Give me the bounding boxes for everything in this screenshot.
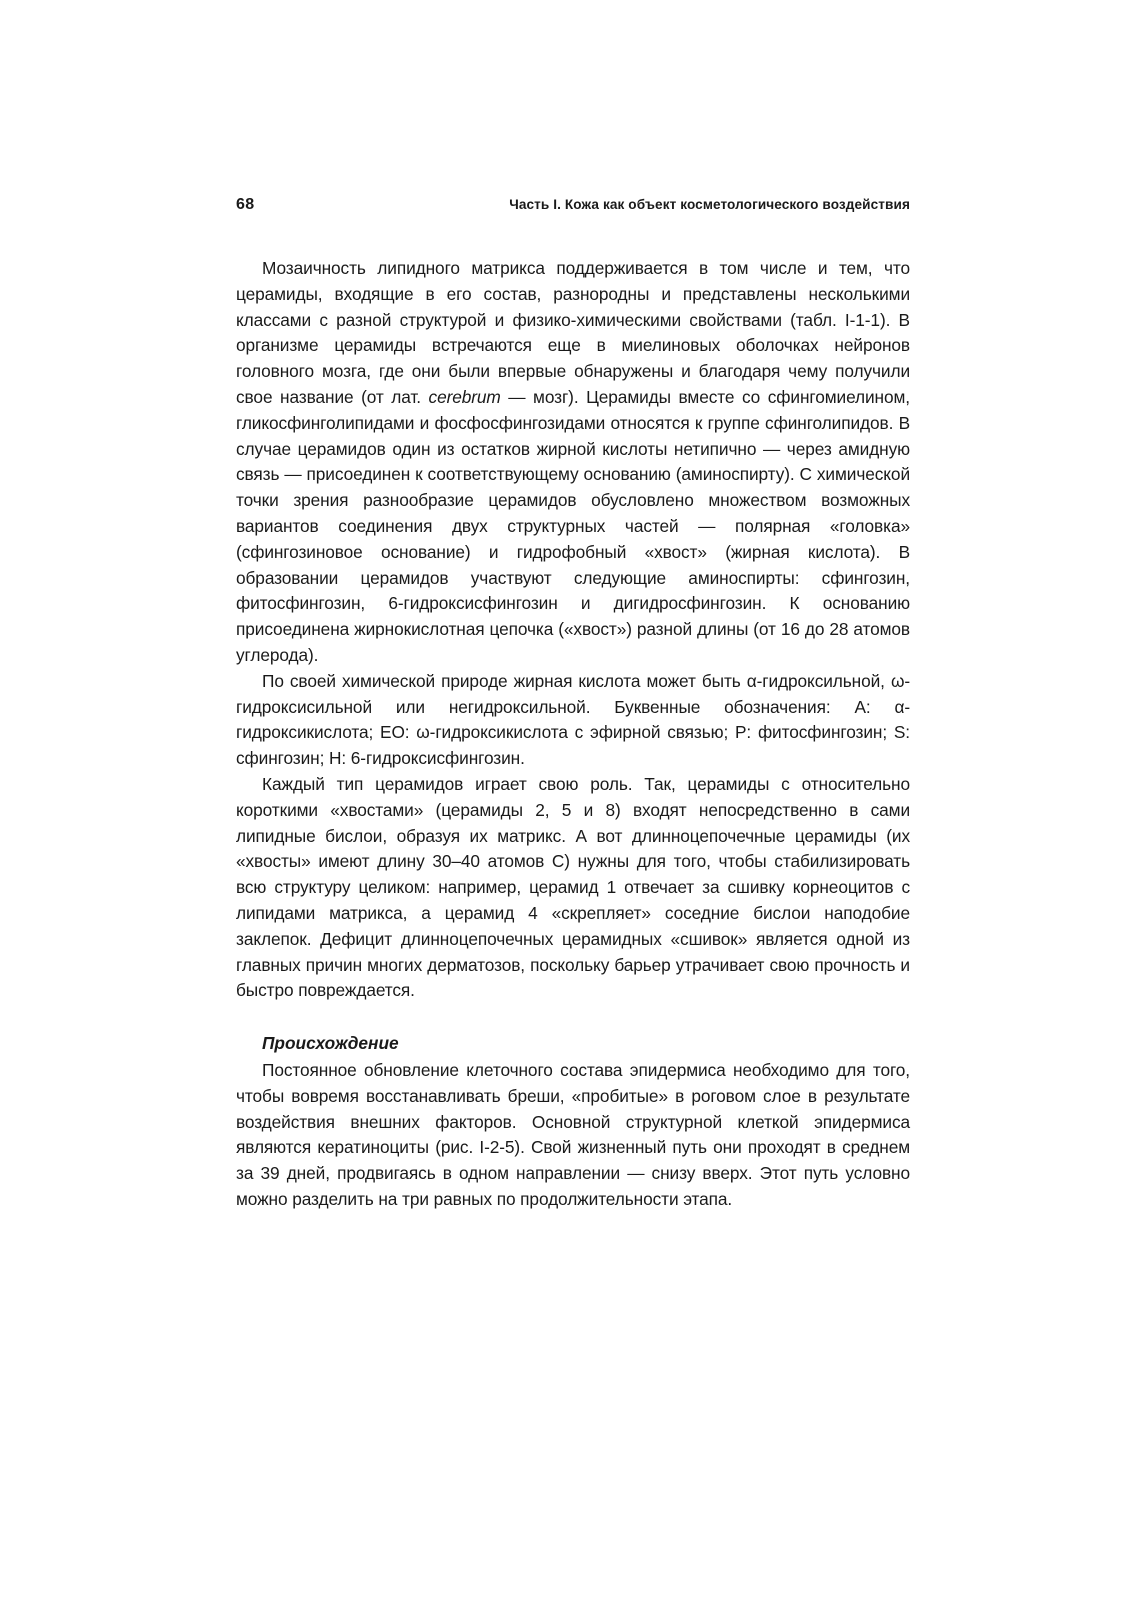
main-text [236,256,910,1213]
running-header [236,196,910,220]
paragraph-text: — мозг). Церамиды вместе со сфингомиелином, гликосфинголипидами и фосфосфингозидами относятся к группе сфинголипидов. В случае церамидов один из остатков жирной кислоты нетипично — через амидную связь — присоединен к соответствующему основанию (аминоспирту). С химической точки зрения разнообразие церамидов обусловлено множеством возможных вариантов соединения двух структурных частей — полярная «головка» (сфингозиновое основание) и гидрофобный «хвост» (жирная кислота). В образовании церамидов участвуют следующие аминоспирты: сфингозин, фитосфингозин, 6-гидроксисфингозин и дигидросфингозин. К основанию присоединена жирнокислотная цепочка («хвост») разной длины (от 16 до 28 атомов углерода). [236,386,910,665]
paragraph-origin: Постоянное обновление клеточного состава эпидермиса необходимо для того, чтобы вовремя восстанавливать бреши, «пробитые» в роговом слое в результате воздействия внешних факторов. Основной структурной клеткой эпидермиса являются кератиноциты (рис. I-2-5). Свой жизненный путь они проходят в среднем за 39 дней, продвигаясь в одном направлении — снизу вверх. Этот путь условно можно разделить на три равных по продолжительности этапа. [236,1059,910,1209]
paragraph-ceramides-mosaic [236,256,910,669]
chapter-header-title: Часть I. Кожа как объект косметологического воздействия [509,197,910,212]
section-heading: Происхождение [262,1033,399,1054]
paragraph-ceramide-roles: Каждый тип церамидов играет свою роль. Так, церамиды с относительно короткими «хвостами» (церамиды 2, 5 и 8) входят непосредственно в сами липидные бислои, образуя их матрикс. А вот длинноцепочечные церамиды (их «хвосты» имеют длину 30–40 атомов С) нужны для того, чтобы стабилизировать всю структуру целиком: например, церамид 1 отвечает за сшивку корнеоцитов с липидами матрикса, а церамид 4 «скрепляет» соседние бислои наподобие заклепок. Дефицит длинноцепочечных церамидных «сшивок» является одной из главных причин многих дерматозов, поскольку барьер утрачивает свою прочность и быстро повреждается. [236,773,910,1001]
paragraph-text: Мозаичность липидного матрикса поддерживается в том числе и тем, что церамиды, входящие в его состав, разнородны и представлены несколькими классами с разной структурой и физико-химическими свойствами (табл. I-1-1). В организме церамиды встречаются еще в миелиновых оболочках нейронов головного мозга, где они были впервые обнаружены и благодаря чему получили свое название (от лат. [236,258,910,407]
paragraph-fatty-acid-nature: По своей химической природе жирная кислота может быть α-гидроксильной, ω-гидроксисильной или негидроксильной. Буквенные обозначения: A: α-гидроксикислота; EO: ω-гидроксикислота с эфирной связью; P: фитосфингозин; S: сфингозин; H: 6-гидроксисфингозин. [236,670,910,769]
latin-term: cerebrum [428,386,501,407]
page-number: 68 [236,196,255,213]
